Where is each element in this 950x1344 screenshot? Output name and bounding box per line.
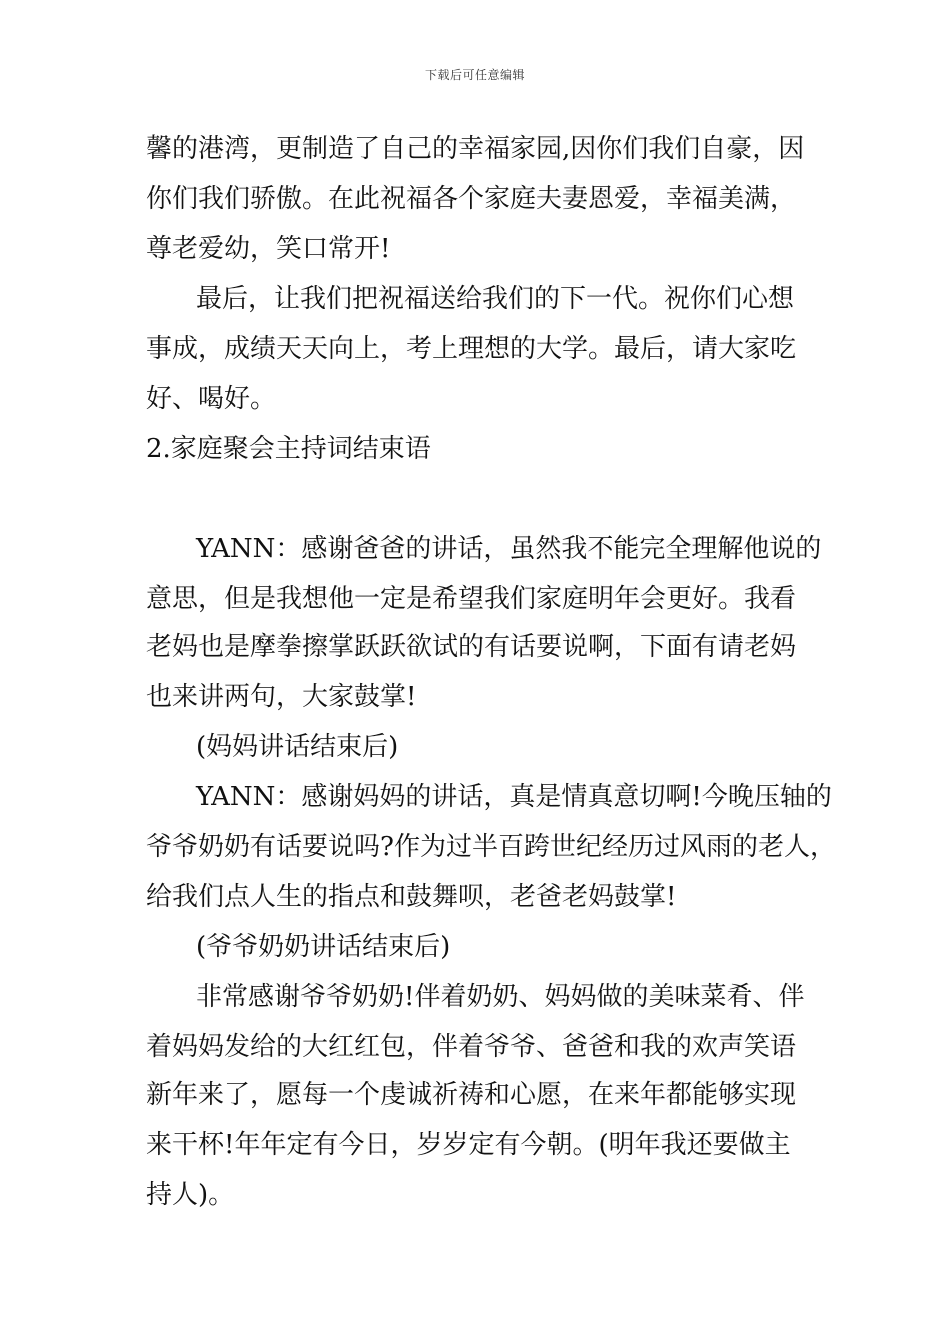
paragraph-line: 新年来了，愿每一个虔诚祈祷和心愿，在来年都能够实现	[146, 1080, 797, 1110]
paragraph-line: 老妈也是摩拳擦掌跃跃欲试的有话要说啊，下面有请老妈	[146, 632, 797, 662]
paragraph-line: 着妈妈发给的大红红包，伴着爷爷、爸爸和我的欢声笑语	[146, 1032, 797, 1062]
paragraph-line: 事成，成绩天天向上，考上理想的大学。最后，请大家吃	[146, 334, 797, 364]
paragraph-line: 你们我们骄傲。在此祝福各个家庭夫妻恩爱，幸福美满，	[146, 184, 797, 214]
paragraph-line: 给我们点人生的指点和鼓舞呗，老爸老妈鼓掌!	[146, 882, 677, 912]
paragraph-line: 持人)。	[146, 1180, 235, 1210]
paragraph-line: 意思，但是我想他一定是希望我们家庭明年会更好。我看	[146, 584, 797, 614]
paragraph-line: YANN：感谢爸爸的讲话，虽然我不能完全理解他说的	[196, 534, 822, 564]
paragraph-line: 好、喝好。	[146, 384, 277, 414]
stage-direction: (妈妈讲话结束后)	[196, 732, 399, 762]
section-heading: 2.家庭聚会主持词结束语	[146, 434, 431, 464]
paragraph-line: 爷爷奶奶有话要说吗?作为过半百跨世纪经历过风雨的老人，	[146, 832, 836, 862]
paragraph-line: 最后，让我们把祝福送给我们的下一代。祝你们心想	[196, 284, 795, 314]
stage-direction: (爷爷奶奶讲话结束后)	[196, 932, 451, 962]
page-header: 下载后可任意编辑	[424, 68, 525, 82]
paragraph-line: 来干杯!年年定有今日，岁岁定有今朝。(明年我还要做主	[146, 1130, 791, 1160]
paragraph-line: 也来讲两句，大家鼓掌!	[146, 682, 417, 712]
paragraph-line: YANN：感谢妈妈的讲话，真是情真意切啊!今晚压轴的	[196, 782, 832, 812]
paragraph-line: 非常感谢爷爷奶奶!伴着奶奶、妈妈做的美味菜肴、伴	[196, 982, 805, 1012]
paragraph-line: 尊老爱幼，笑口常开!	[146, 234, 391, 264]
paragraph-line: 馨的港湾，更制造了自己的幸福家园,因你们我们自豪，因	[146, 134, 805, 164]
